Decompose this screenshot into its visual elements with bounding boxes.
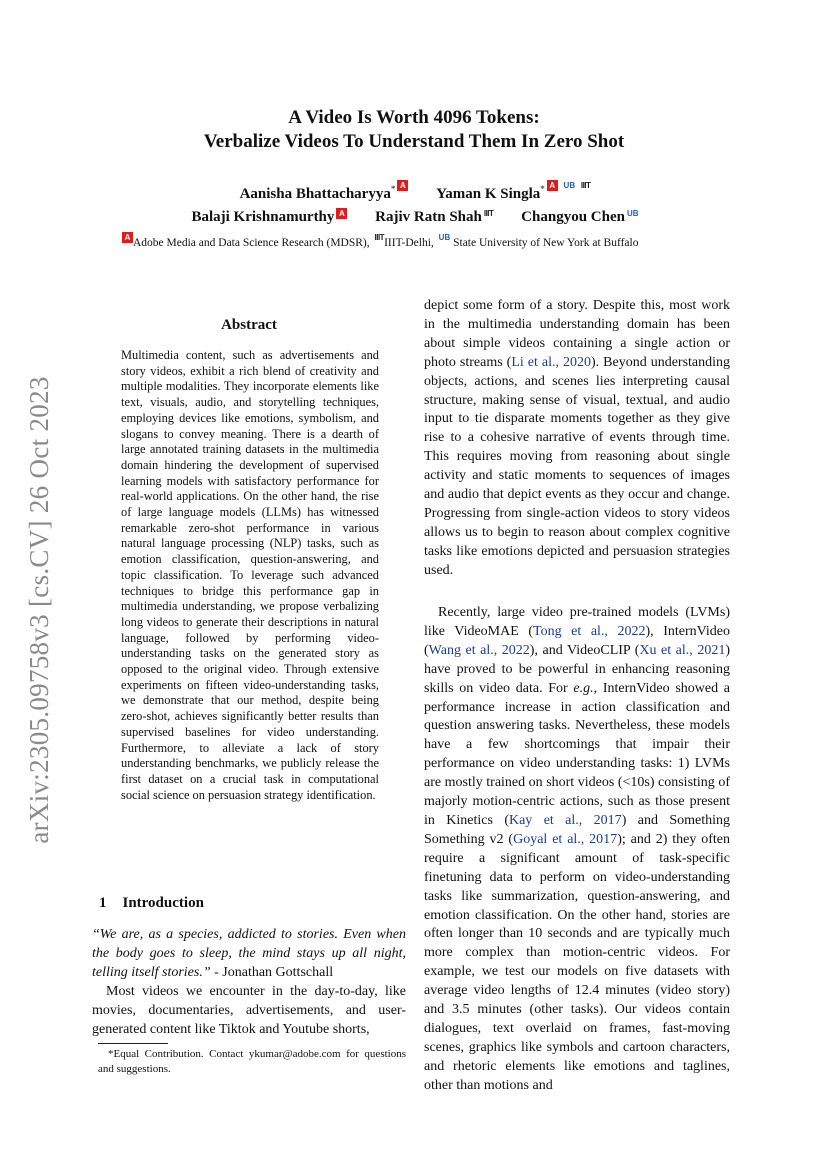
affiliation-adobe: Adobe Media and Data Science Research (MDSR), bbox=[133, 237, 370, 249]
right-column-paragraph-1 bbox=[424, 297, 730, 581]
author-name: Aanisha Bhattacharyya bbox=[239, 186, 391, 202]
citation-link[interactable]: Tong et al., 2022 bbox=[533, 623, 646, 639]
citation-link[interactable]: Li et al., 2020 bbox=[511, 354, 591, 370]
author-entry bbox=[191, 208, 347, 226]
ub-logo-icon: UB bbox=[563, 181, 576, 190]
footnote-rule bbox=[98, 1043, 168, 1044]
author-entry bbox=[436, 180, 590, 203]
citation-link[interactable]: Kay et al., 2017 bbox=[508, 812, 622, 828]
ub-logo-icon: UB bbox=[438, 233, 451, 242]
quote-author: - Jonathan Gottschall bbox=[210, 964, 334, 980]
section-title: Introduction bbox=[122, 895, 204, 911]
emphasis-text: e.g. bbox=[573, 680, 594, 696]
author-name: Changyou Chen bbox=[521, 209, 625, 225]
adobe-logo-icon: A bbox=[122, 232, 133, 243]
arxiv-identifier[interactable]: arXiv:2305.09758v3 [cs.CV] 26 Oct 2023 bbox=[24, 376, 54, 844]
author-name: Balaji Krishnamurthy bbox=[191, 209, 335, 225]
paper-title-line-2: Verbalize Videos To Understand Them In Zero Shot bbox=[203, 131, 625, 152]
section-heading-introduction bbox=[99, 894, 204, 912]
equal-contribution-mark: * bbox=[540, 184, 545, 194]
abstract-text: Multimedia content, such as advertisements and story videos, exhibit a rich blend of creativity and multiple modalities. They incorporate elements like text, visuals, audio, and storytelling techniques, employing devices like emotions, symbolism, and slogans to convey meaning. There is a dearth of large annotated training datasets in the multimedia domain hindering the development of supervised learning models with satisfactory performance for real-world applications. On the other hand, the rise of large language models (LLMs) has witnessed remarkable zero-shot performance in various natural language processing (NLP) tasks, such as emotion classification, question-answering, and topic classification. To leverage such advanced techniques to bridge this performance gap in multimedia understanding, we propose verbalizing long videos to generate their descriptions in natural language, followed by performing video-understanding tasks on the generated story as opposed to the original video. Through extensive experiments on fifteen video-understanding tasks, we demonstrate that our method, despite being zero-shot, achieves significantly better results than supervised baselines for video understanding. Furthermore, to alleviate a lack of story understanding benchmarks, we publicly release the first dataset on a crucial task in computational social science on persuasion strategy identification. bbox=[121, 348, 379, 802]
paragraph-text: depict some form of a story. Despite this, most work in the multimedia understanding domain has been about simple videos containing a single action or photo streams ( bbox=[424, 298, 730, 370]
citation-link[interactable]: Xu et al., 2021 bbox=[639, 642, 726, 658]
iiit-logo-icon: IIIT bbox=[374, 233, 385, 242]
adobe-logo-icon: A bbox=[397, 180, 408, 191]
paragraph-text: ), and VideoCLIP ( bbox=[529, 642, 640, 658]
author-name: Yaman K Singla bbox=[436, 186, 541, 202]
paragraph-text: ); and 2) they often require a significant amount of task-specific finetuning data to perform on video-understanding tasks like summarization, question-answering, and emotion classification. On the other hand, stories are often longer than 10 seconds and are typically much more complex than motion-centric videos. For example, we test our models on five datasets with average video lengths of 12.4 minutes (video story) and 3.5 minutes (other tasks). Our videos contain dialogues, text overlaid on frames, fast-moving scenes, graphics like symbols and cartoon characters, and rhetoric elements like emotions and taglines, other than motions and bbox=[424, 831, 731, 1093]
iiit-logo-icon: IIIT bbox=[483, 209, 494, 218]
right-column-paragraph-2 bbox=[424, 604, 730, 1096]
adobe-logo-icon: A bbox=[336, 208, 347, 219]
equal-contribution-mark: * bbox=[390, 184, 396, 194]
author-row-1 bbox=[90, 180, 740, 203]
citation-link[interactable]: Goyal et al., 2017 bbox=[513, 831, 618, 847]
iiit-logo-icon: IIIT bbox=[580, 181, 591, 190]
author-entry bbox=[375, 208, 493, 226]
paper-title-line-1: A Video Is Worth 4096 Tokens: bbox=[288, 107, 540, 128]
paragraph-text: ) and Something Something v2 ( bbox=[424, 812, 731, 847]
paragraph-text: ), InternVideo ( bbox=[424, 623, 731, 658]
affiliation-iiit: IIIT-Delhi, bbox=[384, 237, 434, 249]
paragraph-text: Recently, large video pre-trained models (LVMs) like VideoMAE ( bbox=[424, 605, 730, 639]
abstract-heading: Abstract bbox=[221, 317, 277, 333]
footnote-text: *Equal Contribution. Contact ykumar@adobe.com for questions and suggestions. bbox=[98, 1048, 406, 1075]
author-entry bbox=[521, 208, 638, 226]
section-number: 1 bbox=[99, 895, 107, 911]
intro-paragraph-1: Most videos we encounter in the day-to-day, like movies, documentaries, advertisements, and user-generated content like Tiktok and Youtube shorts, bbox=[92, 984, 406, 1037]
citation-link[interactable]: Wang et al., 2022 bbox=[428, 642, 530, 658]
affiliation-ub: State University of New York at Buffalo bbox=[453, 237, 639, 249]
paragraph-text: , InternVideo showed a performance increase in action classification and question answering tasks. Nevertheless, these models have a few shortcomings that impair their performance on video understanding tasks: 1) LVMs are mostly trained on short videos (<10s) consisting of majorly motion-centric actions, such as those present in Kinetics ( bbox=[424, 680, 730, 828]
paragraph-text: ) have proved to be powerful in enhancing reasoning skills on video data. For bbox=[424, 642, 730, 696]
epigraph-quote bbox=[92, 926, 406, 982]
paragraph-text: ). Beyond understanding objects, actions, and scenes lies interpreting causal structure, making sense of visual, textual, and audio input to tie disparate moments together as they give rise to a cohesive narrative of events through time. This requires moving from reasoning about single activity and static moments to sequences of images and audio that depict events as they occur and change. Progressing from single-action videos to story videos allows us to begin to reason about complex cognitive tasks like emotions depicted and persuasion strategies used. bbox=[424, 354, 731, 578]
author-entry bbox=[240, 180, 409, 203]
adobe-logo-icon: A bbox=[547, 180, 558, 191]
author-row-2 bbox=[90, 208, 740, 226]
quote-text: “We are, as a species, addicted to stories. Even when the body goes to sleep, the mind stays up all night, telling itself stories.” bbox=[92, 927, 406, 980]
author-name: Rajiv Ratn Shah bbox=[375, 209, 482, 225]
ub-logo-icon: UB bbox=[626, 209, 639, 218]
affiliations bbox=[120, 233, 720, 250]
